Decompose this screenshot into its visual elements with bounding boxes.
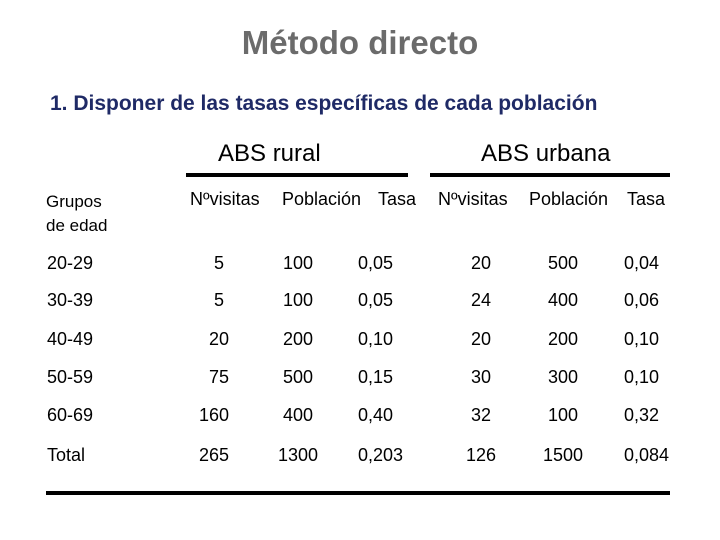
table-cell: 200 (282, 329, 314, 349)
column-header-poblacion-rural: Población (282, 189, 362, 209)
table-cell: 0,04 (624, 253, 660, 273)
row-label: 60-69 (47, 405, 94, 425)
table-cell: 160 (198, 405, 230, 425)
table-cell: 0,10 (358, 329, 394, 349)
table-cell: 0,203 (358, 445, 404, 465)
group-header-rural: ABS rural (218, 140, 321, 167)
table-cell: 30 (470, 367, 492, 387)
table-cell: 0,06 (624, 290, 660, 310)
table-cell: 20 (470, 329, 492, 349)
table-cell: 0,10 (624, 329, 660, 349)
table-cell: 0,40 (358, 405, 394, 425)
row-label: 30-39 (47, 290, 94, 310)
table-cell: 75 (208, 367, 230, 387)
row-label: 40-49 (47, 329, 94, 349)
table-cell: 20 (208, 329, 230, 349)
table-bottom-rule (46, 491, 670, 495)
table-cell: 5 (213, 290, 225, 310)
table-cell: 0,05 (358, 253, 394, 273)
column-header-tasa-urbana: Tasa (627, 189, 666, 209)
table-cell: 300 (547, 367, 579, 387)
group-header-urbana: ABS urbana (481, 140, 611, 167)
table-cell: 200 (547, 329, 579, 349)
table-cell: 400 (547, 290, 579, 310)
table-cell: 20 (470, 253, 492, 273)
table-cell: 500 (282, 367, 314, 387)
row-label: Total (47, 445, 86, 465)
table-cell: 100 (282, 290, 314, 310)
row-header-line1: Grupos (46, 192, 102, 211)
column-header-visitas-urbana: Nºvisitas (438, 189, 508, 209)
group-underline-rural (186, 173, 408, 177)
row-header-line2: de edad (46, 216, 108, 235)
slide-title: Método directo (241, 24, 479, 61)
table-cell: 0,084 (624, 445, 670, 465)
row-label: 20-29 (47, 253, 94, 273)
table-cell: 400 (282, 405, 314, 425)
table-cell: 24 (470, 290, 492, 310)
group-underline-urbana (430, 173, 670, 177)
row-label: 50-59 (47, 367, 94, 387)
column-header-tasa-rural: Tasa (378, 189, 417, 209)
slide-subtitle: 1. Disponer de las tasas específicas de cada población (50, 92, 598, 115)
table-cell: 1300 (277, 445, 319, 465)
table-cell: 100 (547, 405, 579, 425)
table-cell: 32 (470, 405, 492, 425)
table-cell: 265 (198, 445, 230, 465)
table-cell: 5 (213, 253, 225, 273)
table-cell: 1500 (542, 445, 584, 465)
column-header-visitas-rural: Nºvisitas (190, 189, 260, 209)
table-cell: 500 (547, 253, 579, 273)
table-cell: 0,10 (624, 367, 660, 387)
table-cell: 0,15 (358, 367, 394, 387)
table-cell: 0,05 (358, 290, 394, 310)
table-cell: 100 (282, 253, 314, 273)
table-cell: 0,32 (624, 405, 660, 425)
row-header (46, 190, 107, 238)
column-header-poblacion-urbana: Población (529, 189, 609, 209)
table-cell: 126 (465, 445, 497, 465)
